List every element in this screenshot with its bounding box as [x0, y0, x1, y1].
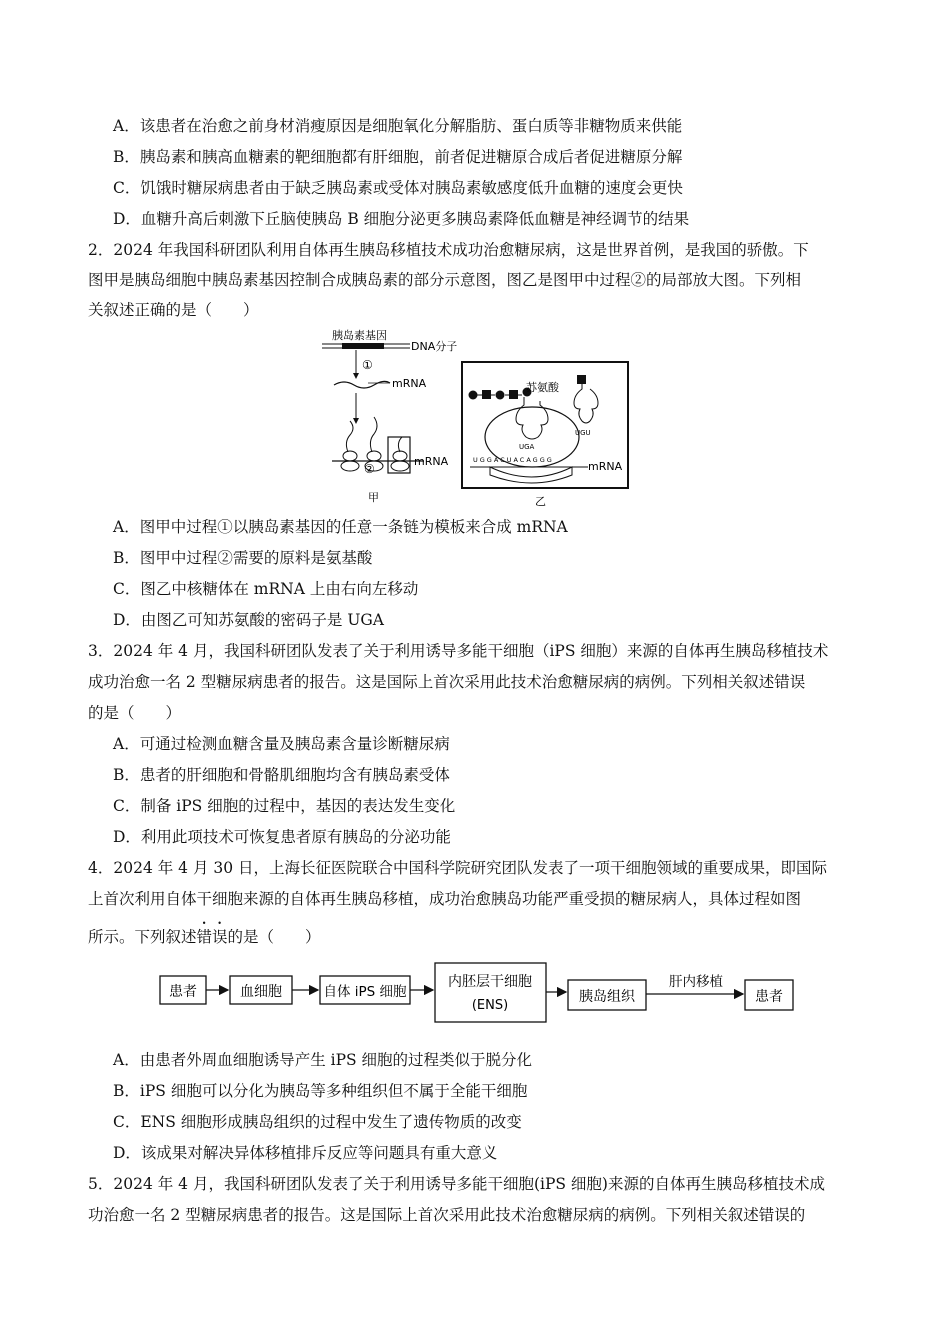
step1-label: ①	[362, 358, 373, 372]
flowchart	[155, 958, 800, 1030]
translation-figure	[320, 325, 640, 510]
flow-box-patient-final-label: 患者	[755, 989, 783, 1005]
dna-label: DNA分子	[411, 340, 458, 353]
q2-option-a: A．图甲中过程①以胰岛素基因的任意一条链为模板来合成 mRNA	[113, 518, 568, 536]
caption-yi: 乙	[535, 495, 546, 508]
flow-arrow-label: 肝内移植	[669, 974, 723, 990]
q2-option-d: D．由图乙可知苏氨酸的密码子是 UGA	[113, 611, 384, 629]
q1-option-d: D．血糖升高后刺激下丘脑使胰岛 B 细胞分泌更多胰岛素降低血糖是神经调节的结果	[113, 210, 690, 228]
q4-option-b: B．iPS 细胞可以分化为胰岛等多种组织但不属于全能干细胞	[113, 1082, 528, 1100]
q3-option-b: B．患者的肝细胞和骨骼肌细胞均含有胰岛素受体	[113, 766, 450, 784]
q2-stem-line2: 图甲是胰岛细胞中胰岛素基因控制合成胰岛素的部分示意图，图乙是图甲中过程②的局部放大图。下列相	[88, 271, 802, 289]
mrna-label-2: mRNA	[414, 455, 449, 468]
flow-box-ens-line2: (ENS)	[471, 998, 509, 1013]
q4-option-a: A．由患者外周血细胞诱导产生 iPS 细胞的过程类似于脱分化	[113, 1051, 533, 1069]
flow-box-patient-label: 患者	[169, 984, 197, 1000]
q5-stem-line1: 5．2024 年 4 月，我国科研团队发表了关于利用诱导多能干细胞(iPS 细胞)来源的自体再生胰岛移植技术成	[88, 1175, 825, 1193]
q4-stem-line3	[88, 919, 321, 948]
q2-option-b: B．图甲中过程②需要的原料是氨基酸	[113, 549, 373, 567]
q3-option-a: A．可通过检测血糖含量及胰岛素含量诊断糖尿病	[113, 735, 450, 753]
q3-stem-line1: 3．2024 年 4 月，我国科研团队发表了关于利用诱导多能干细胞（iPS 细胞）来源的自体再生胰岛移植技术	[88, 642, 829, 660]
q4-stem-line2: 上首次利用自体干细胞来源的自体再生胰岛移植，成功治愈胰岛功能严重受损的糖尿病人，具体过程如图	[88, 890, 802, 908]
flow-box-islet-label: 胰岛组织	[579, 989, 635, 1005]
q1-option-c: C．饥饿时糖尿病患者由于缺乏胰岛素或受体对胰岛素敏感度低升血糖的速度会更快	[113, 179, 683, 197]
anticodon-uga: UGA	[519, 443, 535, 451]
q2-stem-line3: 关叙述正确的是（ ）	[88, 301, 259, 319]
flow-box-ens	[435, 963, 546, 1022]
q5-stem-line2: 功治愈一名 2 型糖尿病患者的报告。这是国际上首次采用此技术治愈糖尿病的病例。下列相关叙述错误的	[88, 1206, 806, 1224]
q3-stem-line3: 的是（ ）	[88, 704, 182, 722]
mrna-label-1: mRNA	[392, 377, 427, 390]
q4-stem-suffix: 的是（ ）	[227, 928, 321, 946]
q4-option-c: C．ENS 细胞形成胰岛组织的过程中发生了遗传物质的改变	[113, 1113, 522, 1131]
step2-label: ②	[364, 462, 375, 476]
flow-box-blood-cell-label: 血细胞	[240, 984, 282, 1000]
q2-stem-line1: 2．2024 年我国科研团队利用自体再生胰岛移植技术成功治愈糖尿病，这是世界首例，是我国的骄傲。下	[88, 241, 809, 259]
q4-option-d: D．该成果对解决异体移植排斥反应等问题具有重大意义	[113, 1144, 498, 1162]
caption-jia: 甲	[368, 491, 379, 504]
q2-option-c: C．图乙中核糖体在 mRNA 上由右向左移动	[113, 580, 419, 598]
gene-segment	[342, 343, 384, 349]
flow-box-ens-line1: 内胚层干细胞	[448, 974, 532, 990]
gene-label: 胰岛素基因	[332, 329, 387, 342]
q4-stem-prefix: 所示。下列叙述	[88, 928, 197, 946]
q4-stem-line1: 4．2024 年 4 月 30 日，上海长征医院联合中国科学院研究团队发表了一项干细胞领域的重要成果，即国际	[88, 859, 828, 877]
anticodon-ugu: UGU	[575, 429, 591, 437]
q3-option-c: C．制备 iPS 细胞的过程中，基因的表达发生变化	[113, 797, 456, 815]
flow-box-ips-label: 自体 iPS 细胞	[323, 984, 407, 1000]
amino-acid-label: 苏氨酸	[526, 381, 559, 394]
q4-stem-emphasis: 错误	[196, 928, 228, 946]
q1-option-b: B．胰岛素和胰高血糖素的靶细胞都有肝细胞，前者促进糖原合成后者促进糖原分解	[113, 148, 683, 166]
mrna-sequence: UGGACUACAGGG	[473, 456, 554, 464]
q3-option-d: D．利用此项技术可恢复患者原有胰岛的分泌功能	[113, 828, 451, 846]
mrna-label-3: mRNA	[588, 460, 623, 473]
q3-stem-line2: 成功治愈一名 2 型糖尿病患者的报告。这是国际上首次采用此技术治愈糖尿病的病例。下列相关叙述错误	[88, 673, 806, 691]
q1-option-a: A．该患者在治愈之前身材消瘦原因是细胞氧化分解脂肪、蛋白质等非糖物质来供能	[113, 117, 683, 135]
